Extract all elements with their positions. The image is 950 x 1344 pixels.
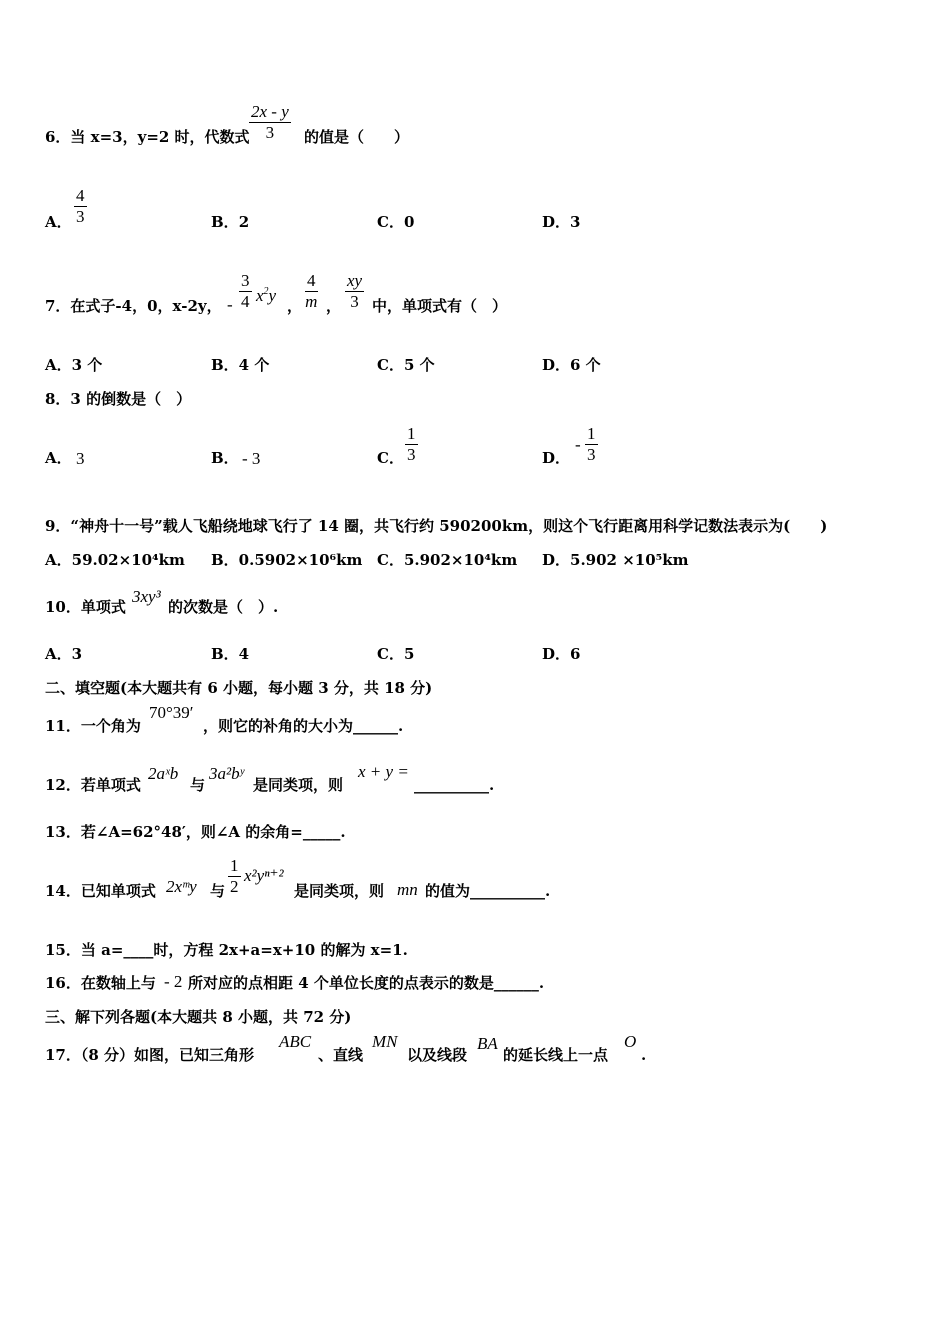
q8-option-d-fraction: 1 3 <box>587 424 596 464</box>
q8-option-d-label: D． <box>542 449 571 467</box>
q12-stem-start: 12．若单项式 <box>45 776 141 794</box>
q10-option-b: B．4 <box>211 645 250 663</box>
q6-option-a-fraction: 4 3 <box>76 186 85 226</box>
q10-expression: 3xy³ <box>132 587 161 606</box>
q17-segment: BA <box>477 1034 498 1053</box>
q11-angle: 70°39′ <box>149 703 194 722</box>
q13-stem: 13．若∠A=62°48′，则∠A 的余角=_____. <box>45 823 346 841</box>
q14-stem-end: 的值为__________. <box>425 882 551 900</box>
q14-monomial-2-variables: x²yⁿ⁺² <box>244 866 284 885</box>
q17-stem-end: 的延长线上一点 <box>503 1046 609 1064</box>
q12-stem-mid: 是同类项，则 <box>253 776 344 794</box>
q6-option-c: C．0 <box>377 213 415 231</box>
q8-option-c-fraction: 1 3 <box>407 424 416 464</box>
q14-stem-start: 14．已知单项式 <box>45 882 156 900</box>
section-3-heading: 三、解下列各题(本大题共 8 小题，共 72 分) <box>45 1008 352 1026</box>
q14-stem-mid: 是同类项，则 <box>294 882 385 900</box>
q17-triangle: ABC <box>279 1032 312 1051</box>
q16-stem-end: 所对应的点相距 4 个单位长度的点表示的数是______. <box>188 974 545 992</box>
q6-numerator: 2x - y <box>251 102 289 121</box>
q7-option-d: D．6 个 <box>542 356 601 374</box>
q17-point: O <box>624 1032 637 1051</box>
q7-comma-2: ， <box>326 297 342 315</box>
q7-option-c: C．5 个 <box>377 356 435 374</box>
q10-option-c: C．5 <box>377 645 415 663</box>
q12-and: 与 <box>190 776 206 794</box>
q7-stem-end: 中，单项式有（ ） <box>372 297 508 315</box>
q17-line: MN <box>372 1032 398 1051</box>
q10-option-a: A．3 <box>45 645 83 663</box>
q12-monomial-1: 2aˣb <box>148 764 179 783</box>
q10-stem-start: 10．单项式 <box>45 598 126 616</box>
q11-stem-start: 11．一个角为 <box>45 717 141 735</box>
q12-sum-expression: x + y = <box>358 762 409 781</box>
q9-stem: 9．“神舟十一号”载人飞船绕地球飞行了 14 圈，共飞行约 590200km，则这个飞行距离用科学记数法表示为( ) <box>45 517 828 535</box>
q6-stem-end: 的值是（ ） <box>304 128 410 146</box>
q9-option-a: A．59.02×10⁴km <box>45 551 185 569</box>
q8-option-b-label: B． <box>211 449 239 467</box>
q12-blank: __________. <box>414 776 495 794</box>
q7-term1-fraction: 3 4 <box>241 271 250 311</box>
q17-text-segment: 以及线段 <box>407 1046 468 1064</box>
q8-option-a-label: A． <box>45 449 72 467</box>
q10-stem-end: 的次数是（ ）. <box>168 598 279 616</box>
q12-monomial-2: 3a²bʸ <box>209 764 244 783</box>
q9-option-c: C．5.902×10⁴km <box>377 551 518 569</box>
q17-stem-start: 17．（8 分）如图，已知三角形 <box>45 1046 255 1064</box>
q16-stem-start: 16．在数轴上与 <box>45 974 156 992</box>
q8-stem: 8．3 的倒数是（ ） <box>45 390 192 408</box>
q6-fraction <box>249 102 291 143</box>
q7-term1-sign: - <box>227 295 233 314</box>
q7-comma-1: ， <box>287 297 303 315</box>
q14-fraction: 1 2 <box>230 856 239 896</box>
q8-option-c-label: C． <box>377 449 404 467</box>
q7-term3-fraction: xy 3 <box>347 271 363 311</box>
q14-and: 与 <box>210 882 226 900</box>
section-2-heading: 二、填空题(本大题共有 6 小题，每小题 3 分，共 18 分) <box>45 679 433 697</box>
q15-stem: 15．当 a=____时，方程 2x+a=x+10 的解为 x=1. <box>45 941 408 959</box>
q6-stem-start: 6．当 x=3，y=2 时，代数式 <box>45 128 250 146</box>
q8-option-a-value: 3 <box>76 449 85 468</box>
q6-option-a-label: A． <box>45 213 72 231</box>
q6-option-d: D．3 <box>542 213 581 231</box>
q17-period: . <box>641 1046 647 1064</box>
q8-option-d-sign: - <box>575 435 581 454</box>
q14-product: mn <box>397 880 418 899</box>
q7-option-b: B．4 个 <box>211 356 270 374</box>
q16-number: - 2 <box>164 972 183 991</box>
q11-stem-end: ，则它的补角的大小为______. <box>203 717 404 735</box>
q6-denominator: 3 <box>265 123 275 142</box>
q8-option-b-value: - 3 <box>242 449 261 468</box>
q7-option-a: A．3 个 <box>45 356 103 374</box>
q9-option-b: B．0.5902×10⁶km <box>211 551 363 569</box>
q7-term1-variables: $x^2y$ <box>256 286 277 305</box>
q17-text-line: 、直线 <box>318 1046 364 1064</box>
q7-stem-start: 7．在式子-4，0，x-2y， <box>45 297 222 315</box>
q14-monomial-1: 2xᵐy <box>166 877 197 896</box>
q7-term2-fraction: 4 m <box>305 271 318 311</box>
q9-option-d: D．5.902 ×10⁵km <box>542 551 689 569</box>
q10-option-d: D．6 <box>542 645 581 663</box>
q6-option-b: B．2 <box>211 213 250 231</box>
